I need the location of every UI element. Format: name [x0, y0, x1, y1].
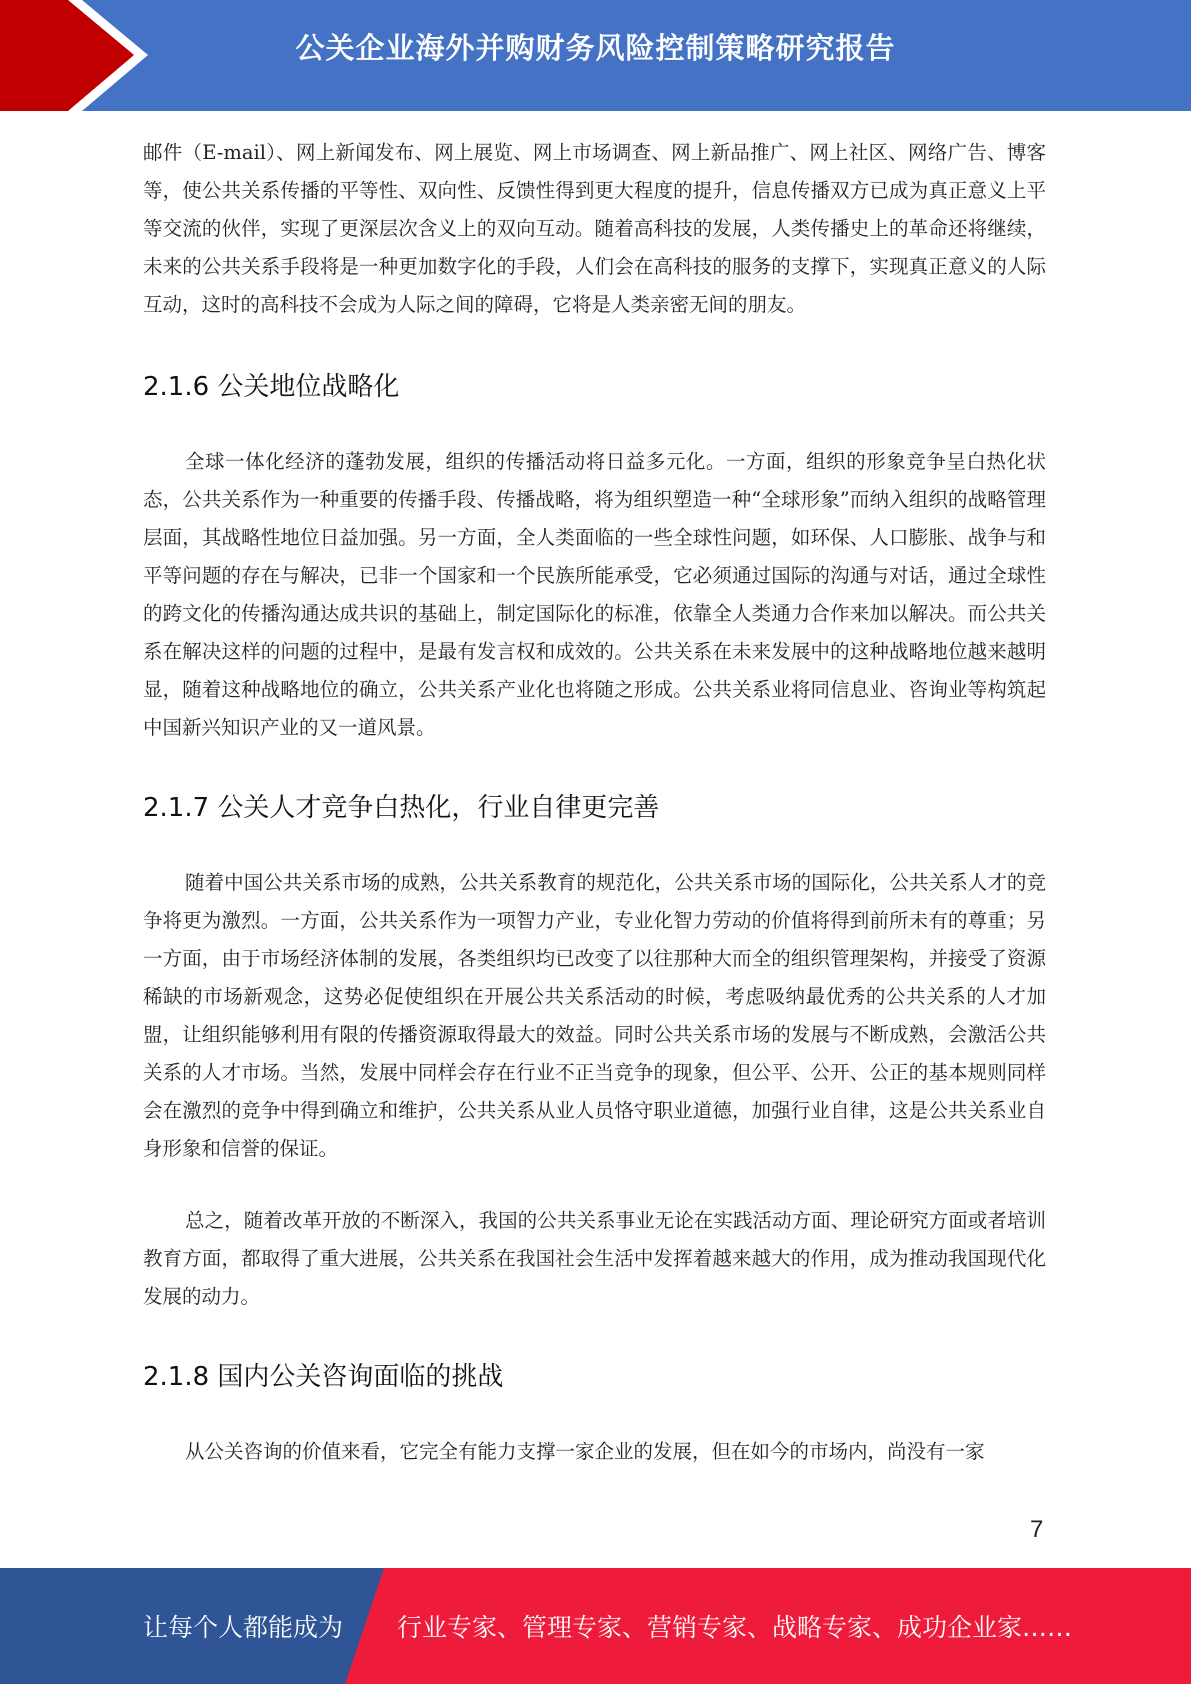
- page-number: 7: [1030, 1516, 1044, 1543]
- section-heading-2-1-8: 2.1.8 国内公关咨询面临的挑战: [143, 1362, 504, 1392]
- paragraph-2-1-6: 全球一体化经济的蓬勃发展，组织的传播活动将日益多元化。一方面，组织的形象竞争呈白热化状态，公共关系作为一种重要的传播手段、传播战略，将为组织塑造一种“全球形象”而纳入组织的战略管理层面，其战略性地位日益加强。另一方面，全人类面临的一些全球性问题，如环保、人口膨胀、战争与和平等问题的存在与解决，已非一个国家和一个民族所能承受，它必须通过国际的沟通与对话，通过全球性的跨文化的传播沟通达成共识的基础上，制定国际化的标准，依靠全人类通力合作来加以解决。而公共关系在解决这样的问题的过程中，是最有发言权和成效的。公共关系在未来发展中的这种战略地位越来越明显，随着这种战略地位的确立，公共关系产业化也将随之形成。公共关系业将同信息业、咨询业等构筑起中国新兴知识产业的又一道风景。: [143, 450, 1046, 739]
- section-heading-2-1-7: 2.1.7 公关人才竞争白热化，行业自律更完善: [143, 793, 660, 823]
- page-header: [0, 0, 1191, 111]
- paragraph-intro: 邮件（E-mail）、网上新闻发布、网上展览、网上市场调查、网上新品推广、网上社区、网络广告、博客等，使公共关系传播的平等性、双向性、反馈性得到更大程度的提升，信息传播双方已成为真正意义上平等交流的伙伴，实现了更深层次含义上的双向互动。随着高科技的发展，人类传播史上的革命还将继续，未来的公共关系手段将是一种更加数字化的手段，人们会在高科技的服务的支撑下，实现真正意义的人际互动，这时的高科技不会成为人际之间的障碍，它将是人类亲密无间的朋友。: [143, 141, 1046, 316]
- document-body: [143, 134, 1046, 1471]
- section-heading-2-1-6: 2.1.6 公关地位战略化: [143, 372, 400, 402]
- footer-slogan-left: 让每个人都能成为: [143, 1613, 344, 1642]
- paragraph-2-1-7: 随着中国公共关系市场的成熟，公共关系教育的规范化，公共关系市场的国际化，公共关系人才的竞争将更为激烈。一方面，公共关系作为一项智力产业，专业化智力劳动的价值将得到前所未有的尊重；另一方面，由于市场经济体制的发展，各类组织均已改变了以往那种大而全的组织管理架构，并接受了资源稀缺的市场新观念，这势必促使组织在开展公共关系活动的时候，考虑吸纳最优秀的公共关系的人才加盟，让组织能够利用有限的传播资源取得最大的效益。同时公共关系市场的发展与不断成熟，会激活公共关系的人才市场。当然，发展中同样会存在行业不正当竞争的现象，但公平、公开、公正的基本规则同样会在激烈的竞争中得到确立和维护，公共关系从业人员恪守职业道德，加强行业自律，这是公共关系业自身形象和信誉的保证。: [143, 871, 1046, 1160]
- report-title: 公关企业海外并购财务风险控制策略研究报告: [295, 31, 896, 65]
- paragraph-2-1-8: 从公关咨询的价值来看，它完全有能力支撑一家企业的发展，但在如今的市场内，尚没有一家: [185, 1440, 985, 1463]
- footer-slogan-right: 行业专家、管理专家、营销专家、战略专家、成功企业家……: [397, 1613, 1073, 1642]
- paragraph-summary: 总之，随着改革开放的不断深入，我国的公共关系事业无论在实践活动方面、理论研究方面或者培训教育方面，都取得了重大进展，公共关系在我国社会生活中发挥着越来越大的作用，成为推动我国现代化发展的动力。: [143, 1209, 1046, 1308]
- page-footer: [0, 1568, 1191, 1684]
